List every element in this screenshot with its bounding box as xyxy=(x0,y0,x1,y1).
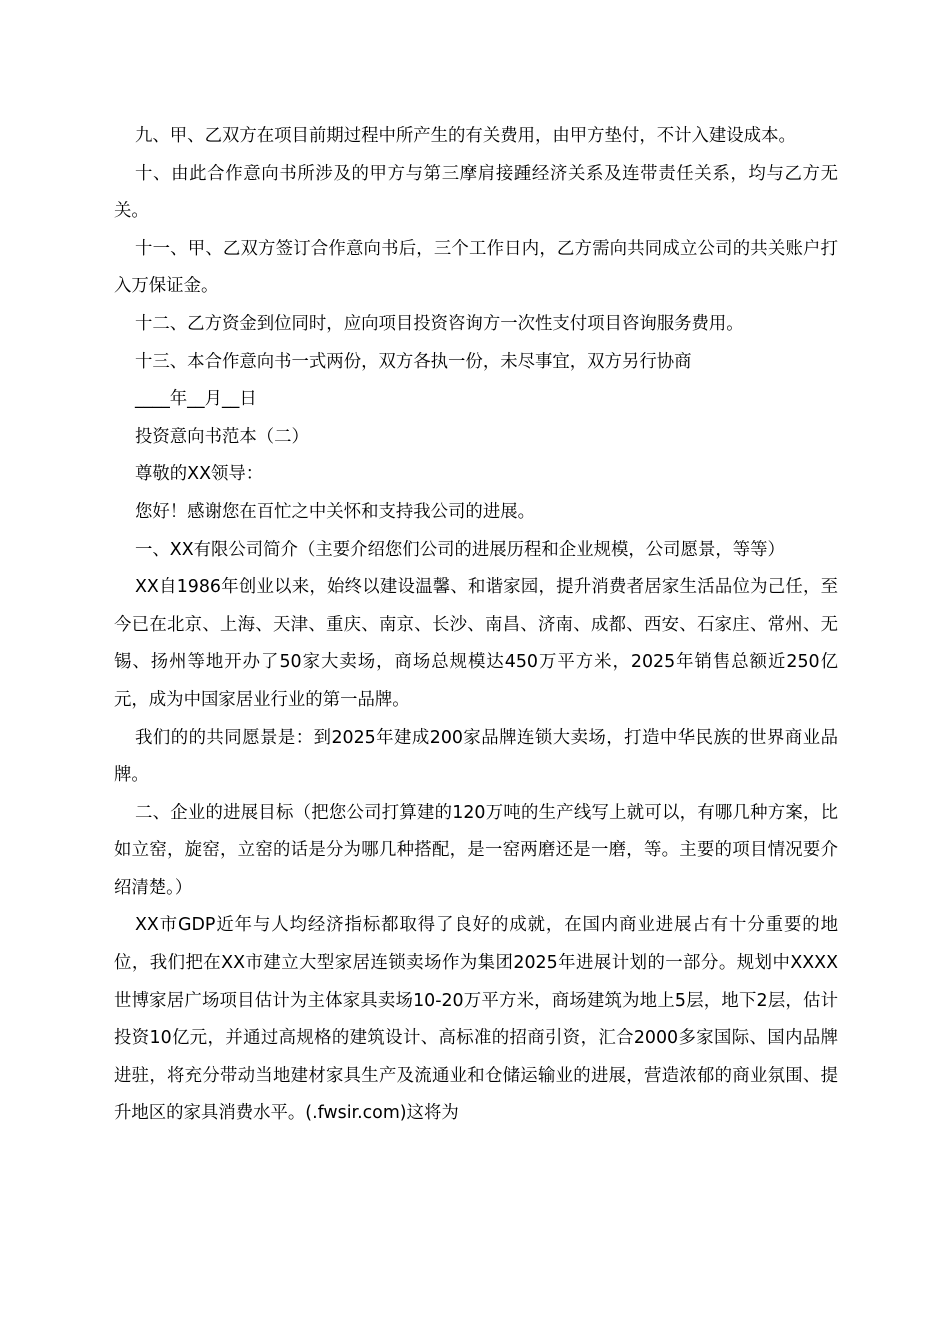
paragraph-item-9: 九、甲、乙双方在项目前期过程中所产生的有关费用，由甲方垫付，不计入建设成本。 xyxy=(135,126,796,146)
project-paragraph: XX市GDP近年与人均经济指标都取得了良好的成就，在国内商业进展占有十分重要的地位，我们把在XX市建立大型家居连锁卖场作为集团2025年进展计划的一部分。规划中XXXX世博家居广场项目估计为主体家具卖场10-20万平方米，商场建筑为地上5层，地下2层，估计投资10亿元，并通过高规格的建筑设计、高标准的招商引资，汇合2000多家国际、国内品牌进驻，将充分带动当地建材家具生产及流通业和仓储运输业的进展，营造浓郁的商业氛围、提升地区的家具消费水平。(.fwsir.com)这将为 xyxy=(114,915,838,1124)
paragraph-item-11: 十一、甲、乙双方签订合作意向书后，三个工作日内，乙方需向共同成立公司的共关账户打入万保证金。 xyxy=(114,238,838,297)
salutation: 尊敬的XX领导： xyxy=(135,464,264,485)
paragraph-item-13: 十三、本合作意向书一式两份，双方各执一份，未尽事宜，双方另行协商 xyxy=(135,351,692,372)
date-line: ____年__月__日 xyxy=(135,389,257,410)
goals-heading: 二、企业的进展目标（把您公司打算建的120万吨的生产线写上就可以，有哪几种方案，比如立窑，旋窑，立窑的话是分为哪几种搭配，是一窑两磨还是一磨，等。主要的项目情况要介绍清楚。） xyxy=(114,802,838,898)
greeting: 您好！感谢您在百忙之中关怀和支持我公司的进展。 xyxy=(135,501,535,522)
document-page xyxy=(114,118,838,1133)
company-intro-body: XX自1986年创业以来，始终以建设温馨、和谐家园，提升消费者居家生活品位为己任，至今已在北京、上海、天津、重庆、南京、长沙、南昌、济南、成都、西安、石家庄、常州、无锡、扬州等地开办了50家大卖场，商场总规模达450万平方米，2025年销售总额近250亿元，成为中国家居业行业的第一品牌。 xyxy=(114,577,838,710)
vision-paragraph: 我们的的共同愿景是：到2025年建成200家品牌连锁大卖场，打造中华民族的世界商业品牌。 xyxy=(114,727,838,786)
paragraph-item-12: 十二、乙方资金到位同时，应向项目投资咨询方一次性支付项目咨询服务费用。 xyxy=(135,313,744,334)
company-intro-heading: 一、XX有限公司简介（主要介绍您们公司的进展历程和企业规模，公司愿景，等等） xyxy=(135,539,785,560)
paragraph-item-10: 十、由此合作意向书所涉及的甲方与第三摩肩接踵经济关系及连带责任关系，均与乙方无关。 xyxy=(114,163,838,222)
section-title: 投资意向书范本（二） xyxy=(135,426,309,447)
